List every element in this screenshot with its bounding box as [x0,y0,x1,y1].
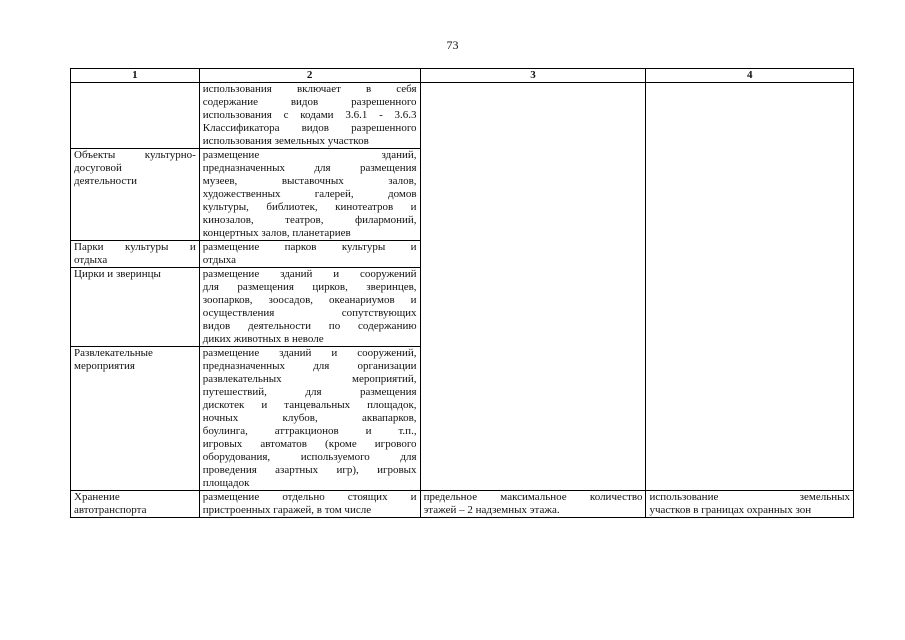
cell-line: предельное максимальное количество [423,491,643,503]
cell-line: Цирки и зверинцы [74,268,161,280]
cell-line: Хранение [74,491,120,503]
cell-line: площадок [202,477,250,489]
cell-line: концертных залов, планетариев [202,227,351,239]
land-use-table [70,68,854,518]
restrictions-cell [646,83,854,491]
column-header-2: 2 [199,69,420,83]
use-description-cell [199,241,420,268]
cell-line: этажей – 2 надземных этажа. [423,504,560,516]
cell-line: размещение зданий, [202,149,417,161]
cell-line: оборудования, используемого для [202,451,417,463]
column-header-3: 3 [420,69,646,83]
cell-line: размещение зданий и сооружений, [202,347,417,359]
cell-line: для размещения цирков, зверинцев, [202,281,417,293]
cell-line: видов деятельности по содержанию [202,320,417,332]
column-header-1: 1 [71,69,200,83]
cell-line: размещение отдельно стоящих и [202,491,417,503]
table-row [71,83,854,149]
cell-line: автотранспорта [74,504,147,516]
cell-line: отдыха [74,254,108,266]
column-header-4: 4 [646,69,854,83]
cell-line: боулинга, аттракционов и т.п., [202,425,417,437]
page-number: 73 [446,38,459,52]
cell-line: осуществления сопутствующих [202,307,417,319]
cell-line: развлекательных мероприятий, [202,373,417,385]
use-type-cell [71,241,200,268]
cell-line: путешествий, для размещения [202,386,417,398]
cell-line: музеев, выставочных залов, [202,175,417,187]
cell-line: Парки культуры и [74,241,196,253]
use-description-cell [199,491,420,518]
table-header-row [71,69,854,83]
cell-line: использования с кодами 3.6.1 - 3.6.3 [202,109,417,121]
cell-line: культуры, библиотек, кинотеатров и [202,201,417,213]
use-type-cell [71,347,200,491]
cell-line: отдыха [202,254,237,266]
cell-line: мероприятия [74,360,135,372]
cell-line: дискотек и танцевальных площадок, [202,399,417,411]
cell-line: ночных клубов, аквапарков, [202,412,417,424]
cell-line: Классификатора видов разрешенного [202,122,417,134]
cell-line: Объекты культурно- [74,149,196,161]
cell-line: кинозалов, театров, филармоний, [202,214,417,226]
cell-line: игровых автоматов (кроме игрового [202,438,417,450]
cell-line: предназначенных для организации [202,360,417,372]
cell-line: размещение парков культуры и [202,241,417,253]
use-description-cell [199,268,420,347]
use-type-cell [71,83,200,149]
cell-line: зоопарков, зоосадов, океанариумов и [202,294,417,306]
cell-line: содержание видов разрешенного [202,96,417,108]
cell-line: деятельности [74,175,137,187]
parameters-cell [420,491,646,518]
cell-line: диких животных в неволе [202,333,324,345]
use-type-cell [71,491,200,518]
cell-line: использования земельных участков [202,135,369,147]
restrictions-cell [646,491,854,518]
cell-line: пристроенных гаражей, в том числе [202,504,372,516]
cell-line: проведения азартных игр), игровых [202,464,417,476]
cell-line: предназначенных для размещения [202,162,417,174]
cell-line: использования включает в себя [202,83,417,95]
use-type-cell [71,268,200,347]
table-row [71,491,854,518]
cell-line: досуговой [74,162,122,174]
cell-line: участков в границах охранных зон [649,504,812,516]
cell-line: художественных галерей, домов [202,188,417,200]
cell-line: использование земельных [649,491,850,503]
cell-line: размещение зданий и сооружений [202,268,417,280]
cell-line: Развлекательные [74,347,153,359]
parameters-cell [420,83,646,491]
use-description-cell [199,347,420,491]
use-type-cell [71,149,200,241]
use-description-cell [199,149,420,241]
use-description-cell [199,83,420,149]
